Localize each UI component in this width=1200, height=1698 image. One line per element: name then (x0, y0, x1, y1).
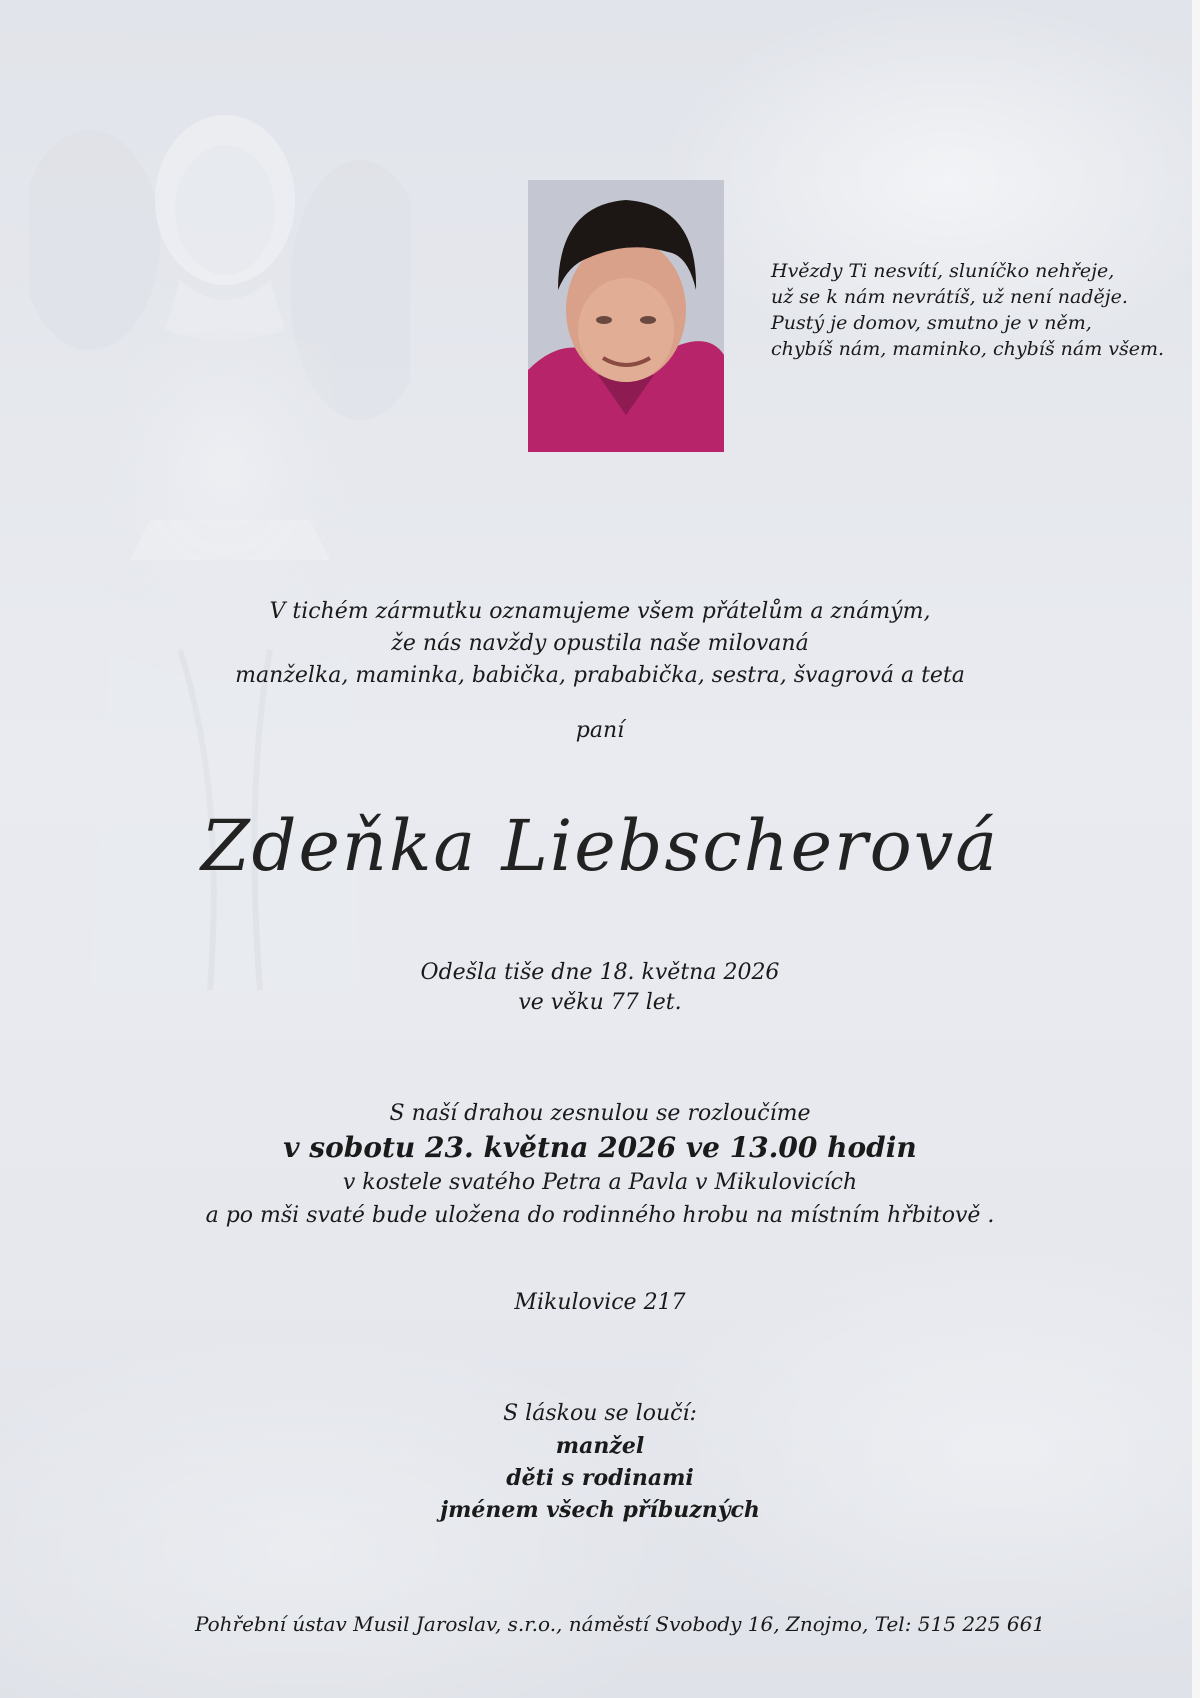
departure-date: Odešla tiše dne 18. května 2026 (420, 960, 780, 985)
mourner: manžel (555, 1433, 645, 1459)
poem-line: Pustý je domov, smutno je v něm, (771, 312, 1092, 334)
announcement-line: V tichém zármutku oznamujeme všem přátelům a známým, (269, 599, 931, 624)
poem-line: chybíš nám, maminko, chybíš nám všem. (771, 338, 1165, 360)
funeral-info (0, 1097, 1200, 1232)
announcement-line: manželka, maminka, babička, prababička, sestra, švagrová a teta (235, 663, 965, 688)
poem (771, 258, 1165, 362)
announcement-line: že nás navždy opustila naše milovaná (391, 631, 809, 656)
funeral-intro: S naší drahou zesnulou se rozloučíme (389, 1101, 811, 1126)
address: Mikulovice 217 (514, 1290, 686, 1315)
burial-info: a po mši svaté bude uložena do rodinného hrobu na místním hřbitově . (205, 1203, 995, 1228)
mourner: děti s rodinami (506, 1465, 694, 1491)
portrait-photo (528, 180, 724, 452)
deceased-name: Zdeňka Liebscherová (201, 805, 999, 887)
departure-info (0, 958, 1200, 1018)
funeral-place: v kostele svatého Petra a Pavla v Mikulovicích (342, 1170, 858, 1195)
funeral-datetime: v sobotu 23. května 2026 ve 13.00 hodin (283, 1131, 917, 1164)
farewell-intro: S láskou se loučí: (503, 1401, 697, 1426)
poem-line: Hvězdy Ti nesvítí, sluníčko nehřeje, (771, 260, 1115, 282)
mourner: jménem všech příbuzných (440, 1497, 760, 1523)
poem-line: už se k nám nevrátíš, už není naděje. (771, 286, 1128, 308)
scan-edge (1192, 0, 1200, 1698)
age: ve věku 77 let. (518, 990, 682, 1015)
honorific: paní (575, 718, 625, 743)
funeral-home-footer: Pohřební ústav Musil Jaroslav, s.r.o., náměstí Svobody 16, Znojmo, Tel: 515 225 661 (194, 1612, 1046, 1636)
announcement (0, 596, 1200, 692)
farewell (0, 1398, 1200, 1526)
